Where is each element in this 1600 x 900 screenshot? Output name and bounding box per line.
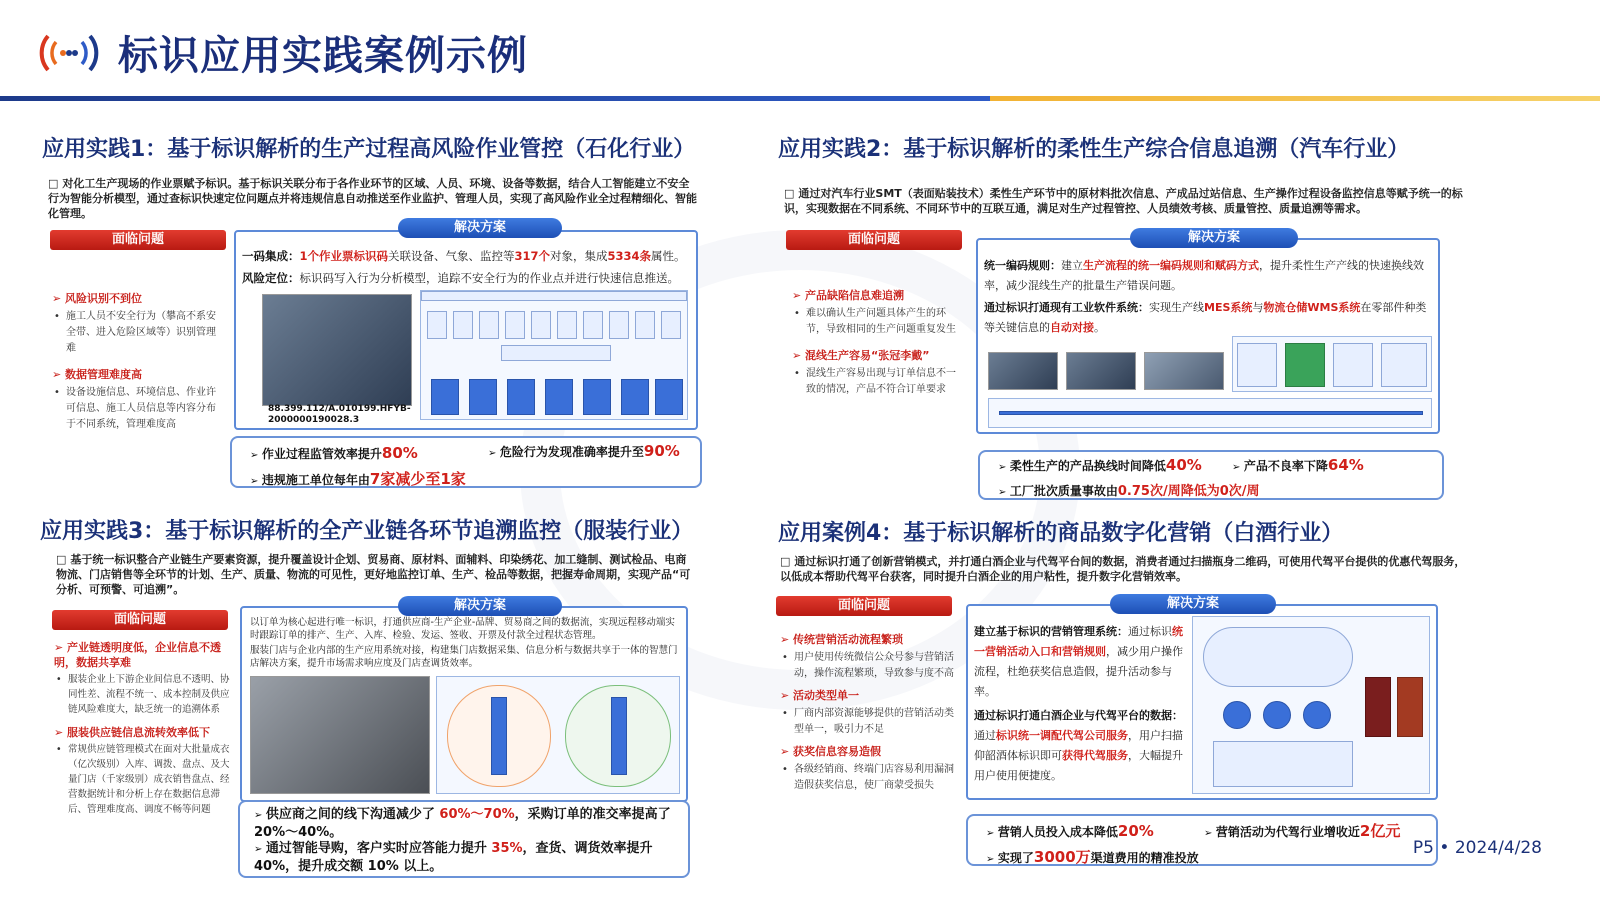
case4-result-1: ➢ 营销人员投入成本降低20% (986, 822, 1154, 840)
case2-sol-hl-1: 生产流程的统一编码规则和赋码方式 (1083, 259, 1259, 272)
case2-problem-1-desc: • 难以确认生产问题具体产生的环节，导致相同的生产问题重复发生 (792, 306, 962, 338)
case4-sol-hl-2b: 获得代驾服务 (1062, 749, 1128, 762)
case4-result-2: ➢ 营销活动为代驾行业增收近2亿元 (1204, 820, 1400, 841)
case1-worker-photo (262, 294, 412, 406)
case1-problem-list (52, 285, 222, 433)
case4-intro: □ 通过标识打通了创新营销模式，并打通白酒企业与代驾平台间的数据，消费者通过扫描瓶身二维码，可使用代驾平台提供的优惠代驾服务，以低成本帮助代驾平台获客，同时提升白酒企业的用户粘性，提升数字化营销效率。 (780, 554, 1470, 584)
case1-problem-1-head: ➢ 风险识别不到位 (52, 291, 222, 307)
case2-title: 应用实践2：基于标识解析的柔性生产综合信息追溯（汽车行业） (778, 137, 1410, 162)
case1-sol-hl-e: 5334条 (607, 249, 652, 263)
case3-solution-bullets (250, 616, 682, 670)
case2-problem-2-head: ➢ 混线生产容易“张冠李戴” (792, 348, 962, 364)
case1-sol-hl-a: 1个作业票标识码 (299, 249, 389, 263)
case2-sol-text-2c: 在零部件种类等关键信息的 (984, 301, 1427, 334)
case1-solution-line1 (242, 246, 692, 266)
case1-process-diagram (420, 290, 688, 420)
case2-sol-hl-2b: 物流仓储WMS系统 (1263, 301, 1361, 314)
case2-sol-text-2a: 实现生产线 (1149, 301, 1204, 314)
case2-screen-diagram (1232, 336, 1432, 392)
case2-sol-label-2: 通过标识打通现有工业软件系统： (984, 301, 1149, 314)
case4-solutions-label: 解决方案 (1110, 594, 1276, 614)
case4-problems-label: 面临问题 (776, 596, 952, 616)
case1-problem-2-desc: • 设备设施信息、环境信息、作业许可信息、施工人员信息等内容分布于不同系统，管理难度高 (52, 385, 222, 433)
case1-sol-hl-c: 317个 (514, 249, 551, 263)
case4-sol-hl-2a: 标识统一调配代驾公司服务 (996, 729, 1128, 742)
case4-sol-text-2c: ，大幅提升用户使用便捷度。 (974, 749, 1183, 782)
case1-sol-text-d: 对象，集成 (550, 249, 608, 263)
case1-problem-2-head: ➢ 数据管理难度高 (52, 367, 222, 383)
case2-sol-hl-2c: 自动对接 (1050, 321, 1094, 334)
case4-sol-text-2a: 通过 (974, 729, 996, 742)
case2-factory-photo-2 (1066, 352, 1136, 390)
case2-factory-photo-3 (1144, 352, 1224, 390)
case4-sol-hl-1: 统一营销活动入口和营销规则 (974, 625, 1183, 658)
case1-sol-label-1: 一码集成： (242, 249, 300, 263)
case1-result-1: ➢ 作业过程监管效率提升80% (250, 444, 418, 462)
case3-solutions-label: 解决方案 (398, 596, 562, 616)
case4-problem-3-head: ➢ 获奖信息容易造假 (780, 744, 956, 760)
case2-sol-text-1a: 建立 (1061, 259, 1083, 272)
case1-problems-label: 面临问题 (50, 230, 226, 250)
page-title: 标识应用实践案例示例 (118, 33, 528, 79)
case1-sol-text-2: 标识码写入行为分析模型，追踪不安全行为的作业点并进行快速信息推送。 (299, 271, 679, 285)
signal-logo-icon (34, 30, 104, 76)
case3-title: 应用实践3：基于标识解析的全产业链各环节追溯监控（服装行业） (40, 519, 694, 544)
case2-solution-p2 (984, 298, 1436, 338)
case4-sol-text-1b: ，减少用户操作流程，杜绝获奖信息造假，提升活动参与率。 (974, 645, 1183, 698)
case4-problem-list (780, 626, 956, 794)
case2-solutions-label: 解决方案 (1130, 228, 1298, 248)
case3-problem-1-desc: • 服装企业上下游企业间信息不透明、协同性差、流程不统一、成本控制及供应链风险难度大，缺乏统一的追溯体系 (54, 672, 230, 717)
case2-solution-p1 (984, 256, 1436, 296)
case4-marketing-diagram (1192, 616, 1430, 794)
case2-problem-list (792, 282, 962, 398)
case4-problem-2-head: ➢ 活动类型单一 (780, 688, 956, 704)
case1-solutions-label: 解决方案 (398, 218, 562, 238)
case2-problem-2-desc: • 混线生产容易出现与订单信息不一致的情况，产品不符合订单要求 (792, 366, 962, 398)
case1-result-2: ➢ 危险行为发现准确率提升至90% (488, 442, 680, 460)
case2-problem-1-head: ➢ 产品缺陷信息难追溯 (792, 288, 962, 304)
case2-intro: □ 通过对汽车行业SMT（表面贴装技术）柔性生产环节中的原材料批次信息、产成品过站信息、生产操作过程设备监控信息等赋予统一的标识，实现数据在不同系统、不同环节中的互联互通，满足对生产过程管控、人员绩效考核、质量管控、质量追溯等需求。 (784, 186, 1474, 216)
case4-problem-2-desc: • 厂商内部资源能够提供的营销活动类型单一，吸引力不足 (780, 706, 956, 738)
case4-result-3: ➢ 实现了3000万渠道费用的精准投放 (986, 846, 1199, 867)
case1-sol-text-b: 关联设备、气象、监控等 (388, 249, 515, 263)
case1-intro: □ 对化工生产现场的作业票赋予标识。基于标识关联分布于各作业环节的区域、人员、环境、设备等数据，结合人工智能建立不安全行为智能分析模型，通过查标识快速定位问题点并将违规信息自动推送至作业监护、管理人员，实现了高风险作业全过程精细化、智能化管理。 (48, 176, 700, 221)
case1-title: 应用实践1：基于标识解析的生产过程高风险作业管控（石化行业） (42, 137, 696, 162)
case2-sol-text-2d: 。 (1094, 321, 1105, 334)
case3-problems-label: 面临问题 (52, 610, 228, 630)
case4-problem-1-desc: • 用户使用传统微信公众号参与营销活动，操作流程繁琐，导致参与度不高 (780, 650, 956, 682)
case2-sol-text-1b: ，提升柔性生产产线的快速换线效率，减少混线生产的批量生产错误问题。 (984, 259, 1424, 292)
case3-problem-2-desc: • 常规供应链管理模式在面对大批量成衣（亿次级别）入库、调拨、盘点、及大量门店（千家级别）成衣销售盘点、经营数据统计和分析上存在数据信息滞后、管理难度高、调度不畅等问题 (54, 742, 230, 817)
case4-problem-3-desc: • 各级经销商、终端门店容易利用漏洞造假获奖信息，使厂商蒙受损失 (780, 762, 956, 794)
case1-photo-caption: 88.399.112/A.010199.HFYB-2000000190028.3 (268, 404, 411, 425)
case1-sol-text-f: 属性。 (651, 249, 686, 263)
case2-line-diagram (988, 398, 1432, 428)
case2-result-3: ➢ 工厂批次质量事故由0.75次/周降低为0次/周 (998, 480, 1260, 499)
case3-problem-list (54, 634, 230, 817)
case3-warehouse-photo (250, 676, 430, 794)
case4-solution-p2 (974, 706, 1184, 786)
case4-sol-text-2b: ，用户扫描仰韶酒体标识即可 (974, 729, 1183, 762)
case2-sol-label-1: 统一编码规则： (984, 259, 1061, 272)
case3-problem-1-head: ➢ 产业链透明度低，企业信息不透明，数据共享难 (54, 640, 230, 670)
case3-sol-bullet-2: 服装门店与企业内部的生产应用系统对接，构建集门店数据采集、信息分析与数据共享于一体的智慧门店解决方案，提升市场需求响应度及门店查调货效率。 (250, 645, 678, 669)
case2-sol-hl-2a: MES系统 (1204, 301, 1253, 314)
header-divider-gold (990, 96, 1600, 101)
page-footer: P5 • 2024/4/28 (1412, 838, 1542, 858)
case2-result-1: ➢ 柔性生产的产品换线时间降低40% (998, 456, 1202, 474)
case3-problem-2-head: ➢ 服装供应链信息流转效率低下 (54, 725, 230, 740)
case3-result-2: ➢ 通过智能导购，客户实时应答能力提升 35%，查货、调货效率提升 40%，提升成交额 10% 以上。 (254, 840, 682, 875)
case4-sol-label-2: 通过标识打通白酒企业与代驾平台的数据： (974, 709, 1183, 722)
case3-sol-bullet-1: 以订单为核心起进行唯一标识，打通供应商-生产企业-品牌、贸易商之间的数据流，实现远程移动端实时跟踪订单的排产、生产、入库、检验、发运、签收、开票及付款全过程状态管理。 (250, 617, 675, 641)
case1-sol-label-2: 风险定位： (242, 271, 300, 285)
case4-problem-1-head: ➢ 传统营销活动流程繁琐 (780, 632, 956, 648)
case1-solution-line2 (242, 268, 692, 288)
case4-sol-text-1a: 通过标识 (1128, 625, 1172, 638)
case3-flow-diagram (436, 676, 680, 794)
case1-result-3: ➢ 违规施工单位每年由7家减少至1家 (250, 468, 466, 489)
case3-intro: □ 基于统一标识整合产业链生产要素资源，提升覆盖设计企划、贸易商、原材料、面辅料、印染绣花、加工缝制、测试检品、电商物流、门店销售等全环节的计划、生产、质量、物流的可见性，更好地监控订单、生产、检品等数据，把握寿命周期，实现产品“可分析、可预警、可追溯”。 (56, 552, 696, 597)
case2-factory-photo-1 (988, 352, 1058, 390)
case2-sol-text-2b: 与 (1252, 301, 1264, 314)
case4-sol-label-1: 建立基于标识的营销管理系统： (974, 625, 1128, 638)
case3-result-1: ➢ 供应商之间的线下沟通减少了 60%～70%，采购订单的准交率提高了20%～40%。 (254, 806, 682, 841)
case4-solution-p1 (974, 622, 1184, 702)
case1-problem-1-desc: • 施工人员不安全行为（攀高不系安全带、进入危险区域等）识别管理难 (52, 309, 222, 357)
case2-result-2: ➢ 产品不良率下降64% (1232, 456, 1364, 474)
page-header (0, 0, 1600, 100)
case2-problems-label: 面临问题 (786, 230, 962, 250)
case4-title: 应用案例4：基于标识解析的商品数字化营销（白酒行业） (778, 521, 1344, 546)
header-divider-blue (0, 96, 990, 101)
